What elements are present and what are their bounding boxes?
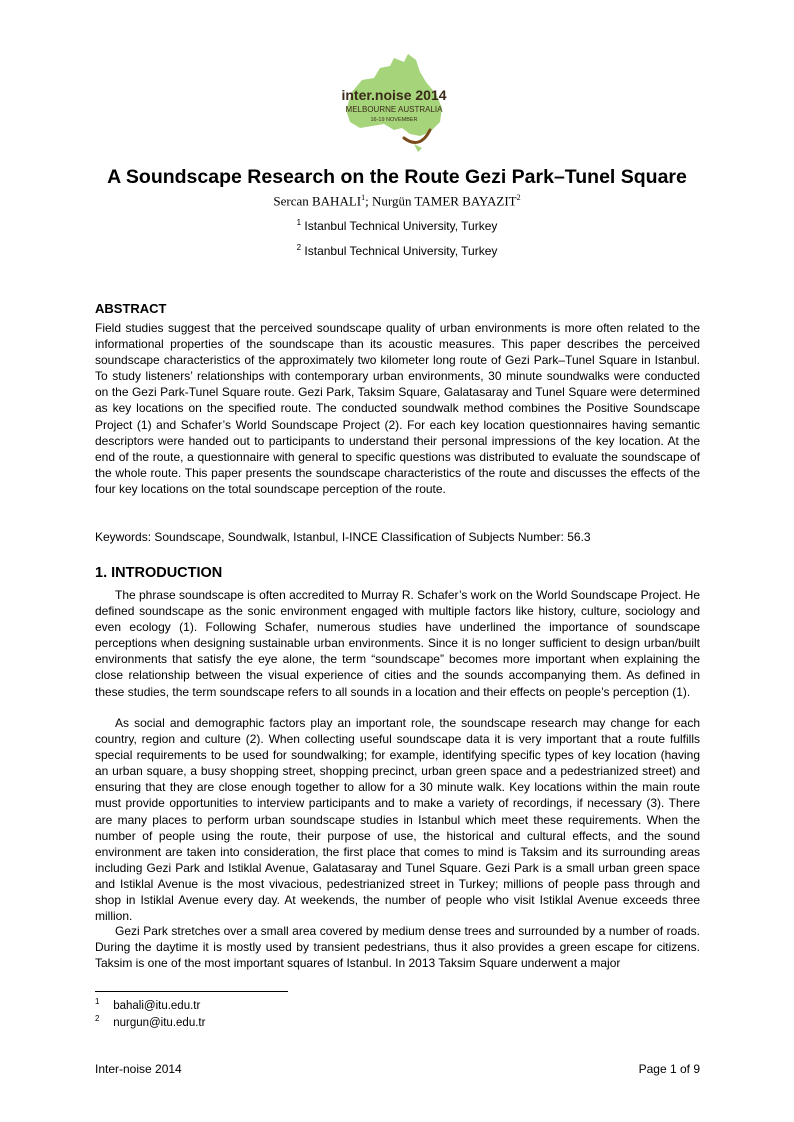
footnote-1-num: 1 [95,997,100,1006]
paper-title: A Soundscape Research on the Route Gezi Park–Tunel Square [107,166,687,188]
author-separator: ; [365,193,372,209]
intro-paragraph-2: As social and demographic factors play an important role, the soundscape research may change for each country, region and culture (2). When collecting useful soundscape data it is very important that a route fulfills special requirements to be used for soundwalking; for example, identifying specific types of key location (having an urban square, a busy shopping street, shopping precinct, urban green space and a pedestrianized street) and ensuring that they are close enough together to allow for a 30 minute walk. Key locations within the main route must provide opportunities to interview participants and to make a variety of recordings, if necessary (3). There are many places to perform urban soundscape studies in Istanbul which meet these requirements. When the number of people using the route, their purpose of use, the historical and cultural effects, and the sound environment are taken into consideration, the first place that comes to mind is Taksim and its surrounding areas including Gezi Park and Istiklal Avenue, Galatasaray and Tunel Square. Gezi Park is a small urban green space and Istiklal Avenue is the most vivacious, pedestrianized street in Turkey; millions of people pass through and shop in Istiklal Avenue every day. At weekends, the number of people who visit Istiklal Avenue exceeds three million. [95,716,700,924]
footnote-2-num: 2 [95,1014,100,1023]
footnote-1 [95,997,200,1012]
affiliation-1-num: 1 [296,218,302,227]
logo-line-1: inter.noise 2014 [341,87,447,103]
footer-page-number: Page 1 of 9 [638,1062,700,1076]
conference-logo [334,52,454,160]
affiliation-2-text: Istanbul Technical University, Turkey [304,244,498,258]
intro-paragraph-1: The phrase soundscape is often accredited to Murray R. Schafer’s work on the World Soundscape Project. He defined soundscape as the sonic environment engaged with multiple factors like history, culture, sociology and even ecology (1). Following Schafer, numerous studies have underlined the importance of soundscape perceptions when designing sustainable urban environments. Since it is no longer sufficient to design urban/built environments that satisfy the eye alone, the term “soundscape” becomes more important when explaining the close relationship between the visual experience of cities and the sounds accompanying them. As defined in these studies, the term soundscape refers to all sounds in a location and their effects on people’s perception (1). [95,588,700,699]
footer-conference: Inter-noise 2014 [95,1062,182,1076]
keywords: Keywords: Soundscape, Soundwalk, Istanbul, I-INCE Classification of Subjects Number: 56.3 [95,530,591,544]
footnote-2 [95,1014,205,1029]
intro-paragraph-3: Gezi Park stretches over a small area covered by medium dense trees and surrounded by a number of roads. During the daytime it is mostly used by transient pedestrians, thus it also provides a green escape for citizens. Taksim is one of the most important squares of Istanbul. In 2013 Taksim Square underwent a major [95,924,700,971]
logo-line-3: 16-19 NOVEMBER [370,117,418,123]
introduction-heading: 1. INTRODUCTION [95,565,223,581]
author-2-name: Nurgün TAMER BAYAZIT [371,193,517,209]
abstract-heading: ABSTRACT [95,301,167,316]
australia-map-logo-icon [334,52,454,160]
logo-line-2: MELBOURNE AUSTRALIA [345,105,443,114]
affiliation-1-text: Istanbul Technical University, Turkey [304,219,498,233]
affiliation-1 [0,218,794,233]
author-2-sup: 2 [516,193,521,202]
affiliation-2-num: 2 [296,243,302,252]
footnote-divider [95,991,288,992]
abstract-text: Field studies suggest that the perceived soundscape quality of urban environments is more often related to the informational properties of the soundscape than its acoustic measures. This paper describes the perceived soundscape characteristics of the approximately two kilometer long route of Gezi Park–Tunel Square in Istanbul. To study listeners’ relationships with contemporary urban environments, 30 minute soundwalks were conducted on the Gezi Park-Tunel Square route. Gezi Park, Taksim Square, Galatasaray and Tunel Square were determined as key locations on the specified route. The conducted soundwalk method combines the Positive Soundscape Project (1) and Schafer’s World Soundscape Project (2). For each key location questionnaires having semantic descriptors were handed out to participants to understand their personal impressions of the key location. At the end of the route, a questionnaire with general to specific questions was distributed to evaluate the soundscape of the whole route. This paper presents the soundscape characteristics of the route and discusses the effects of the four key locations on the total soundscape perception of the route. [95,321,700,496]
affiliation-2 [0,243,794,258]
author-1-name: Sercan BAHALI [273,193,362,209]
author-line [0,193,794,209]
author-1-sup: 1 [361,193,366,202]
footnote-2-email[interactable]: nurgun@itu.edu.tr [113,1016,206,1029]
footnote-1-email[interactable]: bahali@itu.edu.tr [113,999,201,1012]
